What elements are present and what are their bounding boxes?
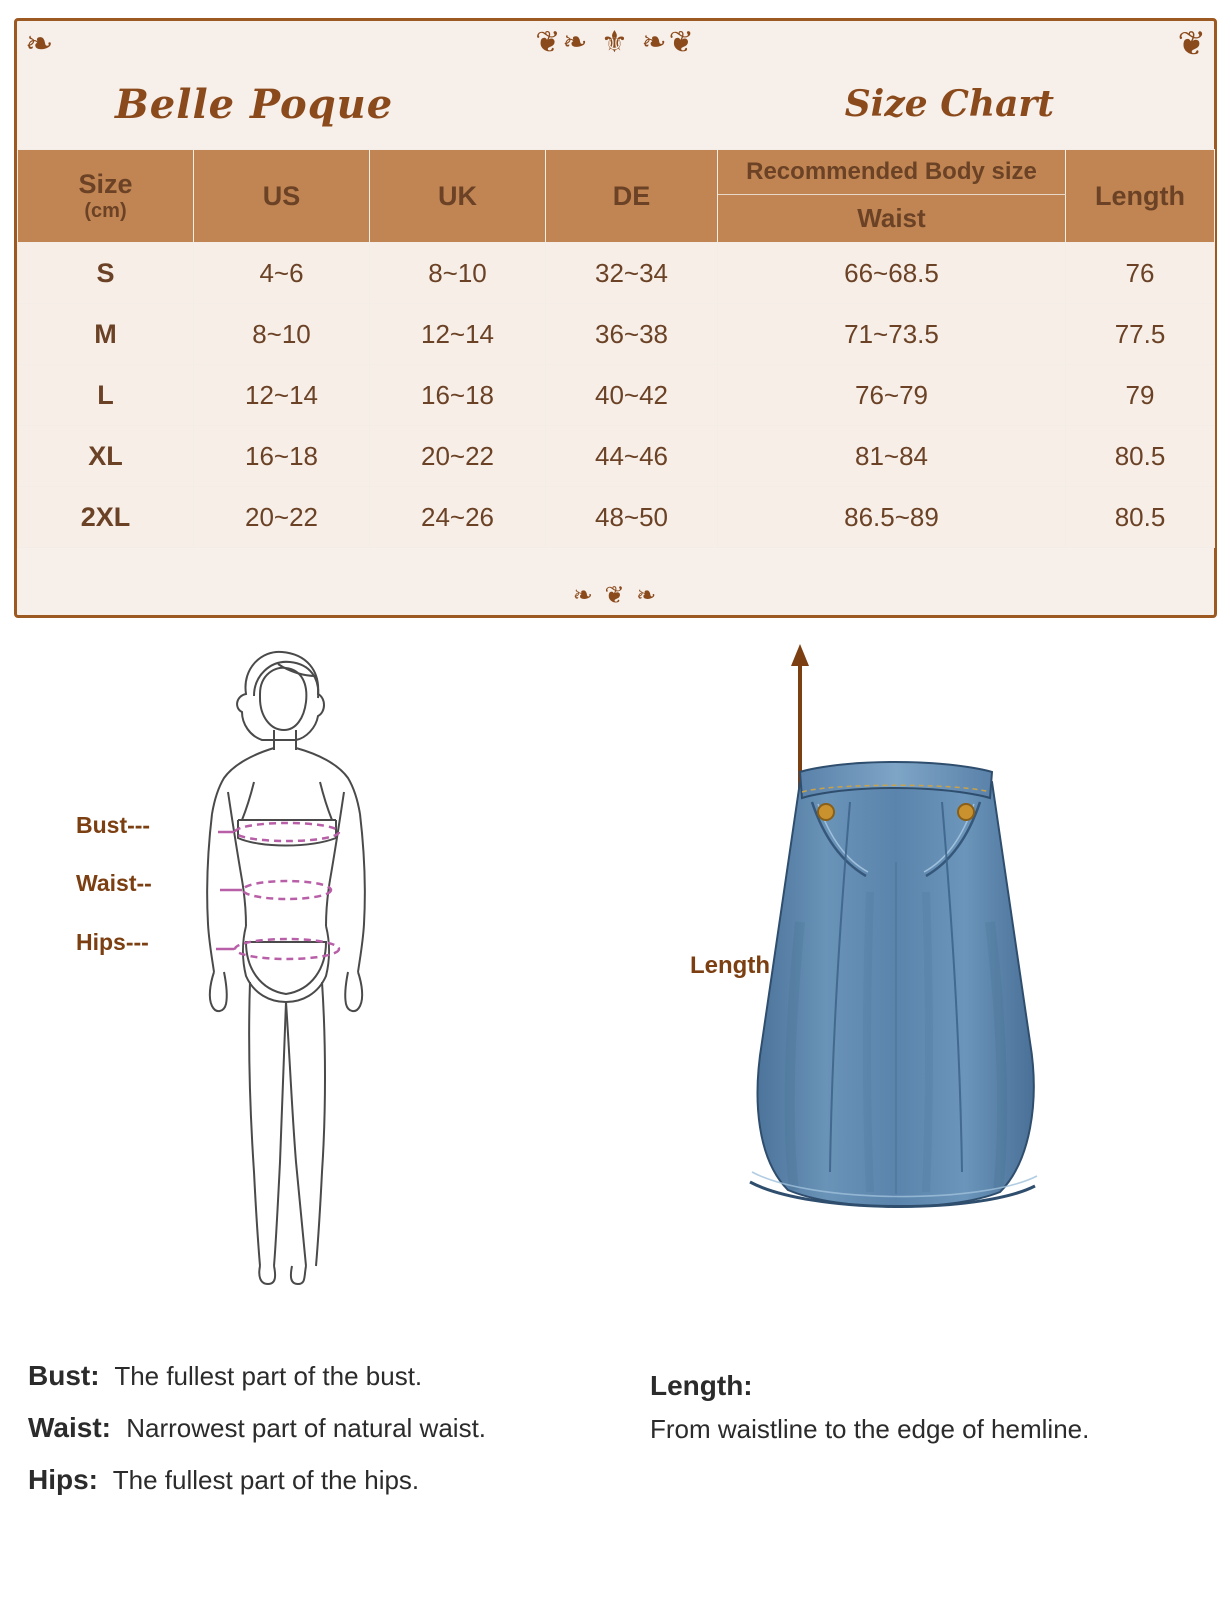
cell-de: 32~34 [546, 243, 718, 304]
size-table [17, 149, 1215, 548]
definition-hips [28, 1464, 648, 1496]
definition-bust-term: Bust: [28, 1360, 100, 1391]
cell-waist: 86.5~89 [718, 487, 1066, 548]
cell-de: 40~42 [546, 365, 718, 426]
col-header-length: Length [1066, 150, 1215, 243]
cell-us: 16~18 [194, 426, 370, 487]
female-body-diagram [150, 642, 410, 1302]
definitions-right-column [650, 1370, 1210, 1445]
denim-skirt-image [690, 742, 1170, 1262]
cell-us: 20~22 [194, 487, 370, 548]
corner-flourish-left-icon: ❧ [25, 24, 54, 64]
col-header-size [18, 150, 194, 243]
definitions-left-column [28, 1360, 648, 1516]
col-header-size-unit: (cm) [84, 199, 127, 222]
cell-length: 79 [1066, 365, 1215, 426]
definition-hips-term: Hips: [28, 1464, 98, 1495]
definition-length-text: From waistline to the edge of hemline. [650, 1414, 1090, 1444]
corner-flourish-right-icon: ❦ [1177, 24, 1206, 64]
table-row [18, 304, 1215, 365]
waist-label: Waist-- [76, 870, 152, 896]
cell-length: 80.5 [1066, 426, 1215, 487]
bust-measure-line [235, 823, 339, 841]
definition-bust-text: The fullest part of the bust. [114, 1361, 423, 1391]
cell-length: 77.5 [1066, 304, 1215, 365]
cell-uk: 20~22 [370, 426, 546, 487]
cell-size: S [18, 243, 194, 304]
skirt-button-left-icon [818, 804, 834, 820]
measurement-figures [0, 632, 1231, 1332]
definition-hips-text: The fullest part of the hips. [112, 1465, 420, 1495]
cell-waist: 81~84 [718, 426, 1066, 487]
cell-length: 76 [1066, 243, 1215, 304]
cell-size: 2XL [18, 487, 194, 548]
cell-uk: 16~18 [370, 365, 546, 426]
cell-us: 12~14 [194, 365, 370, 426]
cell-waist: 76~79 [718, 365, 1066, 426]
col-header-de: DE [546, 150, 718, 243]
table-header [18, 150, 1215, 243]
table-body [18, 243, 1215, 548]
table-row [18, 365, 1215, 426]
hips-label: Hips--- [76, 929, 149, 955]
cell-waist: 71~73.5 [718, 304, 1066, 365]
bust-label: Bust--- [76, 812, 151, 838]
definition-length-term: Length: [650, 1370, 753, 1401]
cell-de: 36~38 [546, 304, 718, 365]
size-chart-card [14, 18, 1217, 618]
cell-uk: 8~10 [370, 243, 546, 304]
cell-size: L [18, 365, 194, 426]
brand-name: Belle Poque [115, 81, 394, 128]
cell-us: 4~6 [194, 243, 370, 304]
cell-us: 8~10 [194, 304, 370, 365]
cell-uk: 24~26 [370, 487, 546, 548]
definition-bust [28, 1360, 648, 1392]
definition-waist-text: Narrowest part of natural waist. [126, 1413, 487, 1443]
ornament-bottom: ❧ ❦ ❧ [572, 581, 659, 609]
cell-size: XL [18, 426, 194, 487]
col-header-size-label: Size [78, 169, 133, 200]
ornament-top: ❦❧ ⚜ ❧❦ [535, 25, 696, 60]
cell-waist: 66~68.5 [718, 243, 1066, 304]
col-header-us: US [194, 150, 370, 243]
skirt-button-right-icon [958, 804, 974, 820]
col-header-recommended: Recommended Body size [718, 150, 1066, 195]
cell-de: 48~50 [546, 487, 718, 548]
cell-de: 44~46 [546, 426, 718, 487]
table-row [18, 487, 1215, 548]
definition-waist [28, 1412, 648, 1444]
col-header-uk: UK [370, 150, 546, 243]
skirt-length-label: Length [690, 952, 770, 979]
waist-measure-line [243, 881, 331, 899]
cell-uk: 12~14 [370, 304, 546, 365]
table-row [18, 243, 1215, 304]
page-title: Size Chart [844, 83, 1054, 125]
col-header-waist: Waist [718, 195, 1066, 243]
definition-waist-term: Waist: [28, 1412, 111, 1443]
table-row [18, 426, 1215, 487]
cell-length: 80.5 [1066, 487, 1215, 548]
cell-size: M [18, 304, 194, 365]
